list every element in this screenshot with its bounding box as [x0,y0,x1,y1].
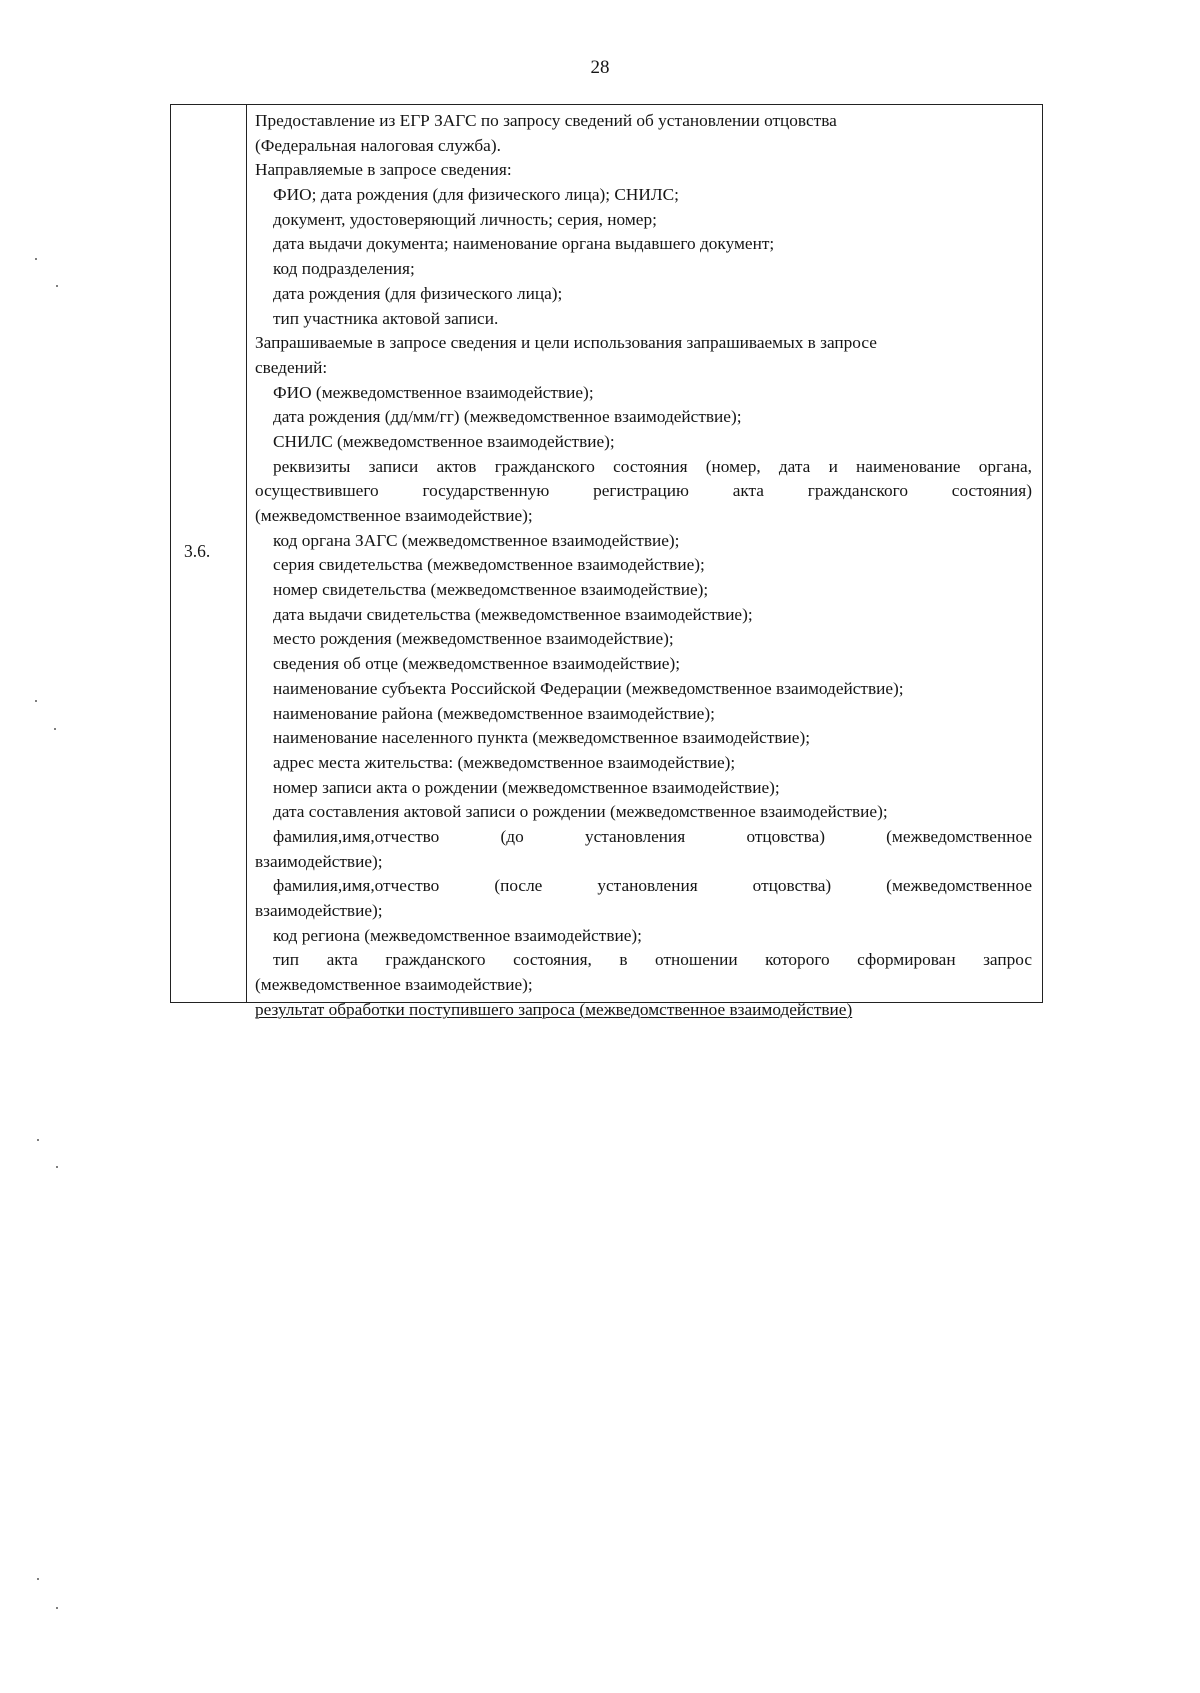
requested-data-item: фамилия,имя,отчество (до установления отцовства) (межведомственное [273,826,1032,846]
requested-data-item: код органа ЗАГС (межведомственное взаимодействие); [273,530,680,550]
service-title-line: (Федеральная налоговая служба). [255,135,501,155]
requested-data-item: адрес места жительства: (межведомственное взаимодействие); [273,752,736,772]
sent-data-item: документ, удостоверяющий личность; серия, номер; [273,209,657,229]
scan-mark [35,700,37,702]
sent-data-item: код подразделения; [273,259,415,279]
scan-mark [56,1607,58,1609]
sent-data-heading: Направляемые в запросе сведения: [255,160,512,180]
requested-data-item: тип акта гражданского состояния, в отношении которого сформирован запрос [273,950,1032,970]
requested-data-item: номер записи акта о рождении (межведомственное взаимодействие); [273,777,780,797]
service-title-line: Предоставление из ЕГР ЗАГС по запросу сведений об установлении отцовства [255,111,837,130]
requested-data-item: результат обработки поступившего запроса (межведомственное взаимодействие) [255,999,853,1019]
requested-data-item: дата выдачи свидетельства (межведомственное взаимодействие); [273,604,753,624]
requested-data-item: номер свидетельства (межведомственное взаимодействие); [273,580,709,600]
page-number: 28 [590,57,610,78]
requested-data-item: реквизиты записи актов гражданского состояния (номер, дата и наименование органа, [273,456,1032,476]
row-number: 3.6. [184,541,211,561]
requested-data-item: (межведомственное взаимодействие); [255,975,533,995]
sent-data-item: ФИО; дата рождения (для физического лица); СНИЛС; [273,185,679,205]
requested-data-item: дата рождения (дд/мм/гг) (межведомственное взаимодействие); [273,407,742,427]
scan-mark [56,285,58,287]
requested-data-item: осуществившего государственную регистрацию акта гражданского состояния) [255,481,1032,501]
scan-mark [35,258,37,260]
scan-mark [37,1578,39,1580]
requested-data-item: дата составления актовой записи о рождении (межведомственное взаимодействие); [273,802,888,822]
sent-data-item: дата выдачи документа; наименование органа выдавшего документ; [273,234,775,254]
sent-data-item: дата рождения (для физического лица); [273,283,563,303]
requested-data-item: фамилия,имя,отчество (после установления отцовства) (межведомственное [273,876,1032,896]
requested-data-item: наименование района (межведомственное взаимодействие); [273,703,715,723]
requested-data-item: СНИЛС (межведомственное взаимодействие); [273,431,615,451]
scan-mark [54,728,56,730]
sent-data-item: тип участника актовой записи. [273,308,499,328]
requested-data-heading: Запрашиваемые в запросе сведения и цели использования запрашиваемых в запросе [255,333,877,353]
requested-data-item: код региона (межведомственное взаимодействие); [273,925,642,945]
requested-data-item: наименование субъекта Российской Федерации (межведомственное взаимодействие); [273,678,904,698]
requested-data-item: серия свидетельства (межведомственное взаимодействие); [273,555,705,575]
requested-data-item: взаимодействие); [255,901,383,920]
requested-data-item: (межведомственное взаимодействие); [255,506,533,525]
requested-data-item: взаимодействие); [255,851,383,871]
row-number-cell [171,105,247,1002]
services-table [170,104,1043,1019]
scan-mark [56,1166,58,1168]
requested-data-item: наименование населенного пункта (межведомственное взаимодействие); [273,728,811,748]
requested-data-heading: сведений: [255,357,328,377]
scan-mark [37,1139,39,1141]
row-description-cell [255,109,1032,1022]
requested-data-item: сведения об отце (межведомственное взаимодействие); [273,654,681,674]
requested-data-item: ФИО (межведомственное взаимодействие); [273,382,594,402]
requested-data-item: место рождения (межведомственное взаимодействие); [273,629,674,649]
